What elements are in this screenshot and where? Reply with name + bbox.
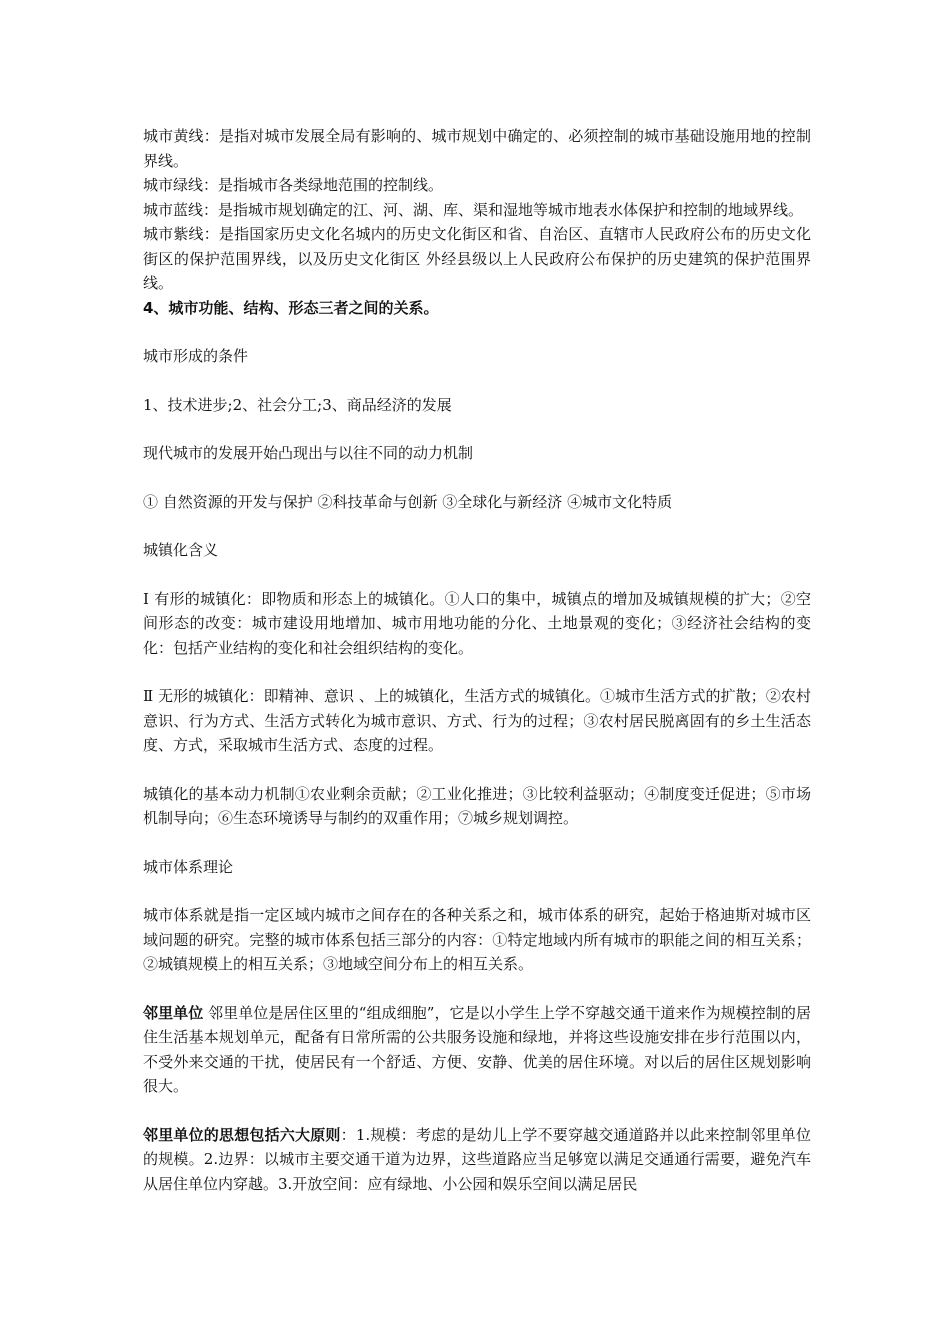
document-body — [143, 124, 811, 1196]
paragraph-tangible-urbanization: Ⅰ 有形的城镇化：即物质和形态上的城镇化。①人口的集中，城镇点的增加及城镇规模的扩大；②空间形态的改变：城市建设用地增加、城市用地功能的分化、土地景观的变化；③经济社会结构的变化：包括产业结构的变化和社会组织结构的变化。 — [143, 589, 811, 657]
paragraph-neighborhood-unit — [143, 1001, 811, 1099]
paragraph-city-formation-title: 城市形成的条件 — [143, 347, 249, 365]
neighborhood-unit-label: 邻里单位 — [143, 1003, 204, 1022]
neighborhood-unit-text: 邻里单位是居住区里的“组成细胞”，它是以小学生上学不穿越交通干道来作为规模控制的居住生活基本规划单元，配备有日常所需的公共服务设施和绿地，并将这些设施安排在步行范围以内，不受外来交通的干扰，使居民有一个舒适、方便、安静、优美的居住环境。对以后的居住区规划影响很大。 — [143, 1003, 811, 1095]
paragraph-urbanization-dynamics: 城镇化的基本动力机制①农业剩余贡献；②工业化推进；③比较利益驱动；④制度变迁促进；⑤市场机制导向；⑥生态环境诱导与制约的双重作用；⑦城乡规划调控。 — [143, 784, 811, 827]
paragraph-city-formation-conditions: 1、技术进步;2、社会分工;3、商品经济的发展 — [143, 395, 452, 414]
paragraph-city-system-title: 城市体系理论 — [143, 857, 234, 876]
paragraph-city-system-theory: 城市体系就是指一定区域内城市之间存在的各种关系之和，城市体系的研究，起始于格迪斯对城市区域问题的研究。完整的城市体系包括三部分的内容：①特定地域内所有城市的职能之间的相互关系；②城镇规模上的相互关系；③地域空间分布上的相互关系。 — [143, 906, 811, 973]
paragraph-intangible-urbanization: Ⅱ 无形的城镇化：即精神、意识 、上的城镇化，生活方式的城镇化。①城市生活方式的扩散；②农村意识、行为方式、生活方式转化为城市意识、方式、行为的过程；③农村居民脱离固有的乡土生活态度、方式，采取城市生活方式、态度的过程。 — [143, 687, 811, 754]
paragraph-modern-dynamics-list: ① 自然资源的开发与保护 ②科技革命与创新 ③全球化与新经济 ④城市文化特质 — [143, 492, 673, 511]
paragraph-urbanization-title: 城镇化含义 — [143, 541, 219, 559]
neighborhood-principles-text: ：1.规模：考虑的是幼儿上学不要穿越交通道路并以此来控制邻里单位的规模。2.边界：以城市主要交通干道为边界，这些道路应当足够宽以满足交通通行需要，避免汽车从居住单位内穿越。3.开放空间：应有绿地、小公园和娱乐空间以满足居民 — [143, 1125, 811, 1193]
neighborhood-principles-label: 邻里单位的思想包括六大原则 — [143, 1125, 341, 1144]
paragraph-neighborhood-principles — [143, 1123, 811, 1197]
section-heading-4: 4、城市功能、结构、形态三者之间的关系。 — [143, 298, 439, 317]
paragraph-green-line: 城市绿线：是指城市各类绿地范围的控制线。 — [143, 176, 444, 194]
paragraph-modern-dynamics-title: 现代城市的发展开始凸现出与以往不同的动力机制 — [143, 444, 474, 462]
paragraph-blue-line: 城市蓝线：是指城市规划确定的江、河、湖、库、渠和湿地等城市地表水体保护和控制的地域界线。 — [143, 200, 804, 219]
paragraph-yellow-line: 城市黄线：是指对城市发展全局有影响的、城市规划中确定的、必须控制的城市基础设施用地的控制界线。 — [143, 127, 811, 170]
paragraph-purple-line: 城市紫线：是指国家历史文化名城内的历史文化街区和省、自治区、直辖市人民政府公布的历史文化街区的保护范围界线，以及历史文化街区 外经县级以上人民政府公布保护的历史建筑的保护范围界线。 — [143, 225, 811, 292]
